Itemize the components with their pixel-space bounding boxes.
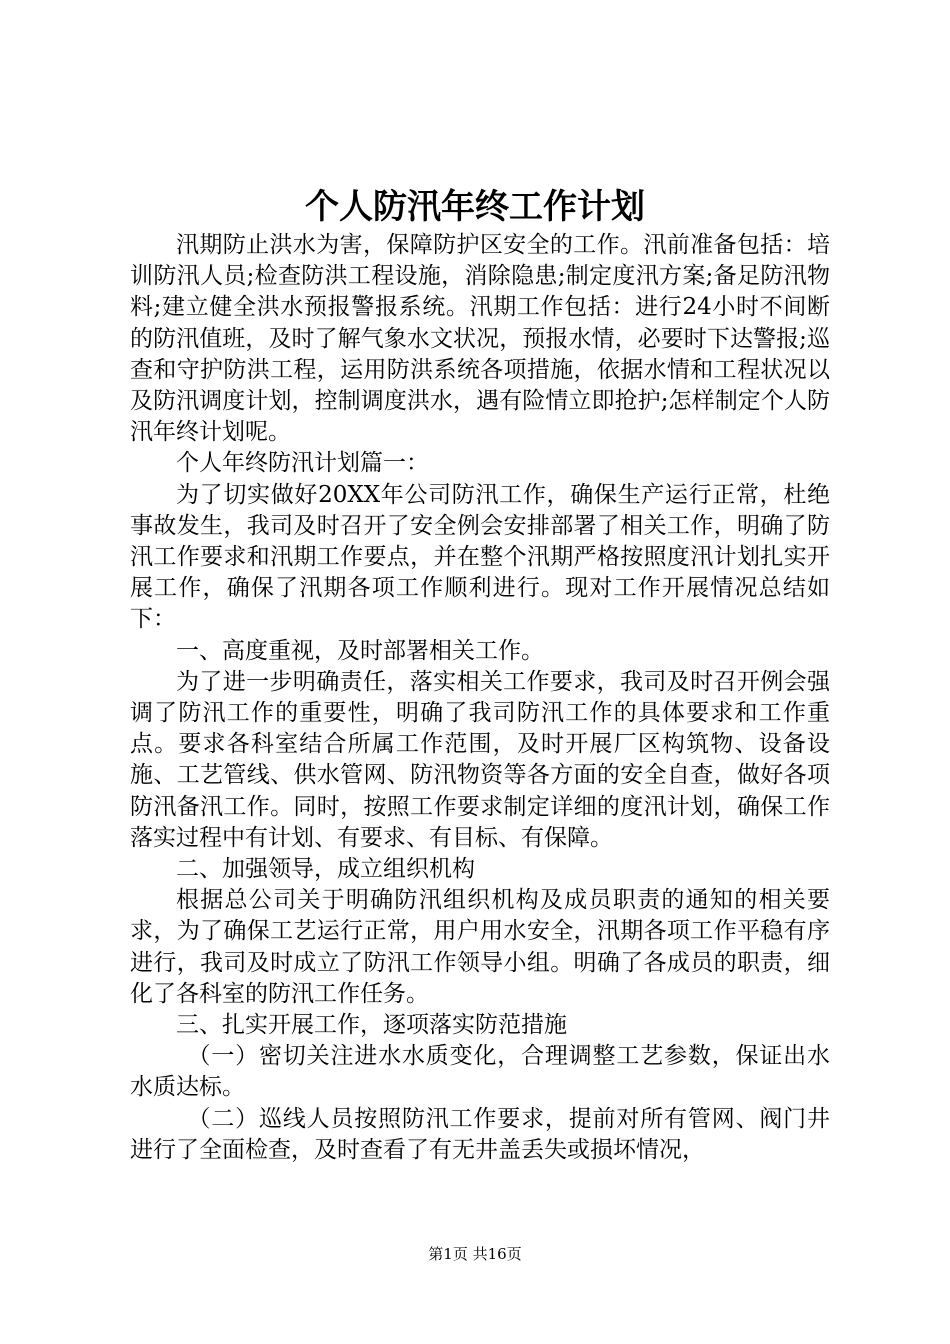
heading-section-3: 三、扎实开展工作，逐项落实防范措施	[176, 1012, 567, 1039]
paragraph-section-label: 个人年终防汛计划篇一：	[176, 450, 429, 477]
paragraph-item-2: （二）巡线人员按照防汛工作要求，提前对所有管网、阀门井进行了全面检查，及时查看了有无井盖丢失或损坏情况，	[130, 1105, 830, 1163]
heading-section-1: 一、高度重视，及时部署相关工作。	[176, 637, 544, 664]
paragraph-section-2: 根据总公司关于明确防汛组织机构及成员职责的通知的相关要求，为了确保工艺运行正常，用户用水安全，汛期各项工作平稳有序进行，我司及时成立了防汛工作领导小组。明确了各成员的职责，细化了各科室的防汛工作任务。	[130, 887, 830, 1007]
paragraph-section-1: 为了进一步明确责任，落实相关工作要求，我司及时召开例会强调了防汛工作的重要性，明确了我司防汛工作的具体要求和工作重点。要求各科室结合所属工作范围，及时开展厂区构筑物、设备设施、工艺管线、供水管网、防汛物资等各方面的安全自查，做好各项防汛备汛工作。同时，按照工作要求制定详细的度汛计划，确保工作落实过程中有计划、有要求、有目标、有保障。	[130, 668, 830, 851]
paragraph-intro: 汛期防止洪水为害，保障防护区安全的工作。汛前准备包括：培训防汛人员;检查防洪工程设施，消除隐患;制定度汛方案;备足防汛物料;建立健全洪水预报警报系统。汛期工作包括：进行24小时不间断的防汛值班，及时了解气象水文状况，预报水情，必要时下达警报;巡查和守护防洪工程，运用防洪系统各项措施，依据水情和工程状况以及防汛调度计划，控制调度洪水，遇有险情立即抢护;怎样制定个人防汛年终计划呢。	[130, 232, 830, 446]
page-number-footer: 第1页 共16页	[428, 1245, 522, 1263]
heading-section-2: 二、加强领导，成立组织机构	[176, 856, 475, 883]
paragraph-item-1: （一）密切关注进水水质变化，合理调整工艺参数，保证出水水质达标。	[130, 1043, 830, 1101]
document-title: 个人防汛年终工作计划	[305, 187, 645, 227]
paragraph-overview: 为了切实做好20XX年公司防汛工作，确保生产运行正常，杜绝事故发生，我司及时召开了安全例会安排部署了相关工作，明确了防汛工作要求和汛期工作要点，并在整个汛期严格按照度汛计划扎实开展工作，确保了汛期各项工作顺利进行。现对工作开展情况总结如下：	[130, 481, 830, 633]
document-body	[130, 230, 830, 1166]
